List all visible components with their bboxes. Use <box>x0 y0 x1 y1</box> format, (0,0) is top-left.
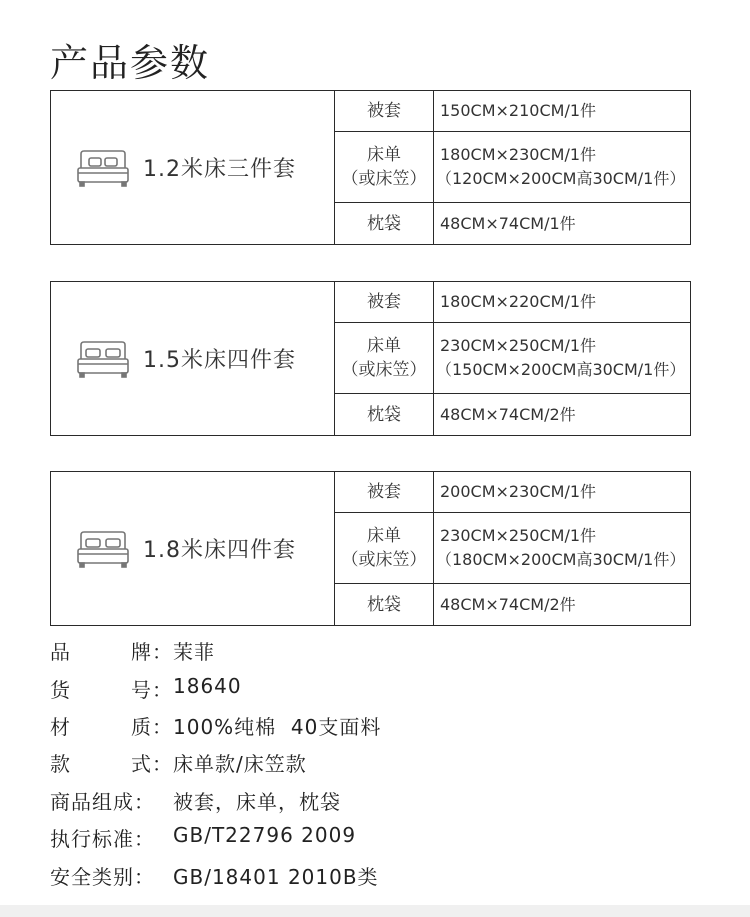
bed-icon <box>75 337 131 381</box>
size-value: 230CM×250CM/1件 <box>440 336 597 355</box>
info-line <box>50 861 379 890</box>
info-value: 18640 <box>173 674 242 698</box>
item-cell <box>335 323 434 393</box>
set-cell <box>51 472 335 625</box>
spec-table-1 <box>50 90 691 245</box>
info-label <box>50 711 173 740</box>
size-cell <box>434 584 690 625</box>
item-label: 枕袋 <box>367 213 401 234</box>
size-value: 200CM×230CM/1件 <box>440 482 597 501</box>
info-line <box>50 748 307 777</box>
item-label: （或床笠） <box>341 360 427 380</box>
set-cell <box>51 282 335 435</box>
info-label-text: 安全类别： <box>50 865 155 889</box>
set-name: 1.8米床四件套 <box>143 538 296 563</box>
size-value: （180CM×200CM高30CM/1件） <box>436 550 686 569</box>
bed-icon <box>75 527 131 571</box>
info-value: 被套，床单，枕袋 <box>173 790 341 814</box>
item-cell <box>335 282 434 322</box>
item-label: （或床笠） <box>341 169 427 189</box>
size-cell <box>434 203 690 244</box>
bed-icon <box>75 146 131 190</box>
item-cell <box>335 584 434 625</box>
info-label <box>50 636 173 665</box>
item-label: 被套 <box>367 101 401 121</box>
info-value: 床单款/床笠款 <box>173 752 307 776</box>
set-name: 1.2米床三件套 <box>143 157 296 182</box>
size-value: （120CM×200CM高30CM/1件） <box>436 169 686 188</box>
info-label-text: 商品组成： <box>50 790 155 814</box>
info-label <box>50 823 173 852</box>
info-label-part: 牌： <box>131 640 173 664</box>
table-row <box>335 394 690 435</box>
size-value: 48CM×74CM/1件 <box>440 213 576 233</box>
page-title: 产品参数 <box>50 41 211 85</box>
size-cell <box>434 394 690 435</box>
size-cell <box>434 282 690 322</box>
info-line <box>50 786 341 815</box>
item-cell <box>335 394 434 435</box>
info-label <box>50 748 173 777</box>
spec-table-3 <box>50 471 691 626</box>
info-label-text: 执行标准： <box>50 827 155 851</box>
size-value: 48CM×74CM/2件 <box>440 594 576 614</box>
info-label <box>50 861 173 890</box>
item-label: 枕袋 <box>367 594 401 615</box>
info-value: 100%纯棉 40支面料 <box>173 715 382 739</box>
info-line <box>50 674 242 703</box>
size-cell <box>434 132 690 202</box>
item-cell <box>335 513 434 583</box>
info-label-part: 品 <box>50 640 71 664</box>
info-label-part: 质： <box>131 715 173 739</box>
size-value: （150CM×200CM高30CM/1件） <box>436 360 686 379</box>
table-row <box>335 323 690 394</box>
item-cell <box>335 132 434 202</box>
size-value: 230CM×250CM/1件 <box>440 526 597 545</box>
info-label-part: 货 <box>50 678 71 702</box>
info-value: 茉菲 <box>173 640 215 664</box>
size-value: 150CM×210CM/1件 <box>440 101 597 120</box>
item-label: 床单 <box>367 145 401 165</box>
size-cell <box>434 513 690 583</box>
table-row <box>335 203 690 244</box>
item-label: 被套 <box>367 292 401 312</box>
info-value: GB/T22796 2009 <box>173 823 357 847</box>
info-label-part: 款 <box>50 752 71 776</box>
info-line <box>50 636 215 665</box>
item-cell <box>335 203 434 244</box>
size-value: 48CM×74CM/2件 <box>440 404 576 424</box>
info-label <box>50 674 173 703</box>
item-label: 枕袋 <box>367 404 401 425</box>
item-label: 床单 <box>367 336 401 356</box>
size-value: 180CM×230CM/1件 <box>440 145 597 164</box>
info-value: GB/18401 2010B类 <box>173 865 379 889</box>
size-value: 180CM×220CM/1件 <box>440 292 597 311</box>
table-row <box>335 282 690 323</box>
spec-table-2 <box>50 281 691 436</box>
info-line <box>50 711 381 740</box>
item-cell <box>335 472 434 512</box>
item-label: 床单 <box>367 526 401 546</box>
item-label: （或床笠） <box>341 550 427 570</box>
item-label: 被套 <box>367 482 401 502</box>
set-cell <box>51 91 335 244</box>
size-cell <box>434 91 690 131</box>
bottom-divider <box>0 905 750 917</box>
table-row <box>335 132 690 203</box>
info-label <box>50 786 173 815</box>
size-cell <box>434 472 690 512</box>
table-row <box>335 91 690 132</box>
info-line <box>50 823 356 852</box>
size-cell <box>434 323 690 393</box>
table-row <box>335 513 690 584</box>
set-name: 1.5米床四件套 <box>143 348 296 373</box>
info-label-part: 材 <box>50 715 71 739</box>
item-cell <box>335 91 434 131</box>
info-label-part: 号： <box>131 678 173 702</box>
table-row <box>335 584 690 625</box>
table-row <box>335 472 690 513</box>
info-label-part: 式： <box>131 752 173 776</box>
